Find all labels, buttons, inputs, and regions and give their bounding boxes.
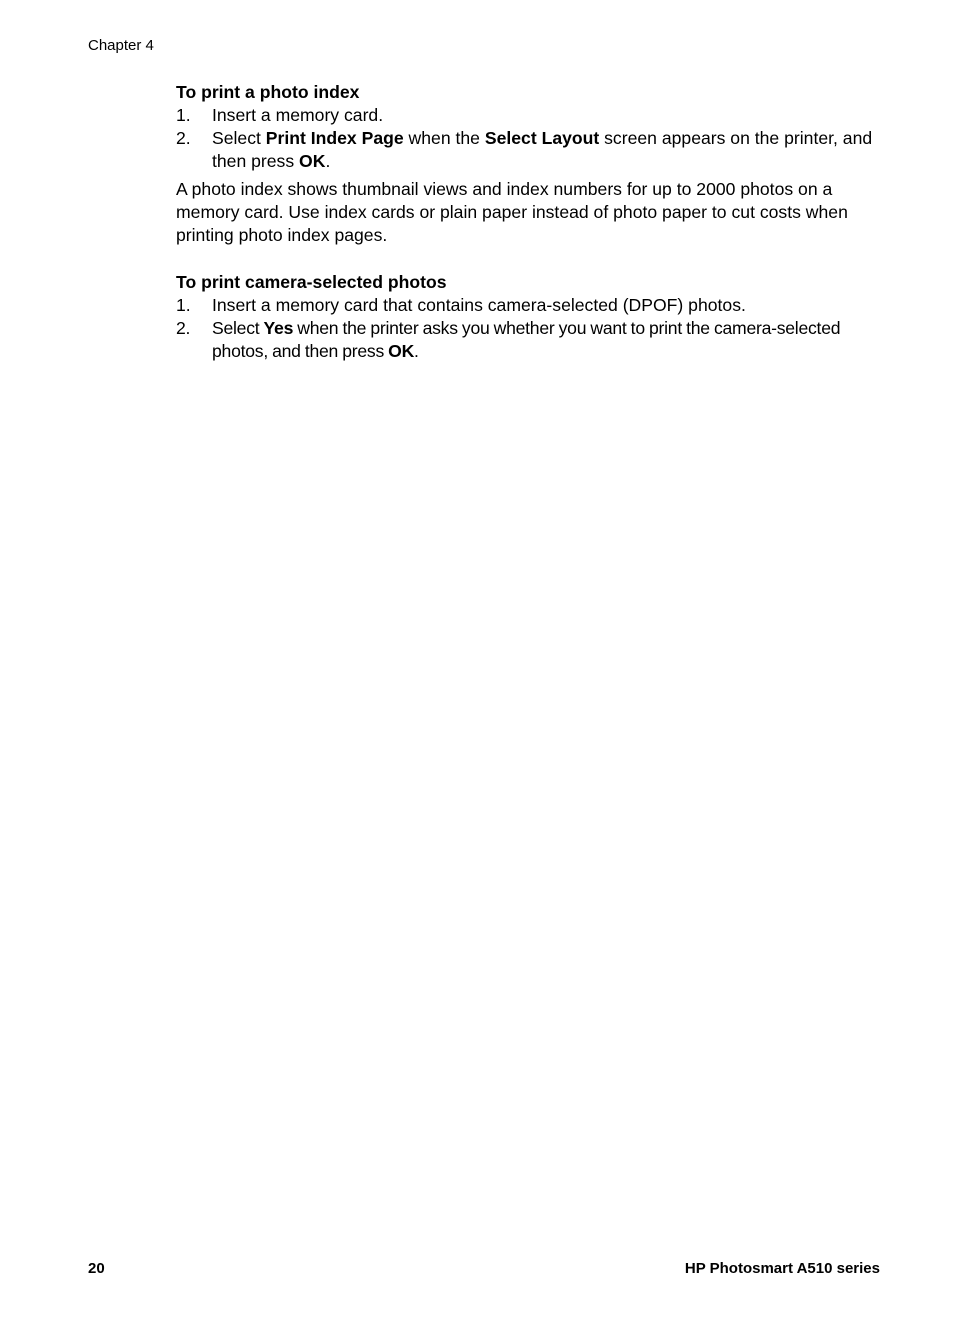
step-item: [176, 127, 888, 173]
step-text-part: Select: [212, 128, 266, 148]
running-head-chapter: Chapter 4: [88, 37, 154, 54]
steps-camera-selected: [176, 294, 888, 363]
step-item: [176, 294, 888, 317]
heading-print-camera-selected: To print camera-selected photos: [176, 272, 447, 292]
step-text: Insert a memory card.: [212, 105, 384, 125]
step-text-part: when the: [403, 128, 485, 148]
ui-term-yes: Yes: [263, 318, 294, 338]
step-text-part: when the printer asks you whether you want to print the camera-selected photos, and then press: [212, 318, 841, 361]
footer-page-number: 20: [88, 1260, 105, 1277]
footer-product-name: HP Photosmart A510 series: [684, 1260, 880, 1277]
steps-photo-index: [176, 104, 888, 173]
ui-term-ok: OK: [299, 151, 326, 171]
page-content: [176, 81, 888, 363]
step-text: Insert a memory card that contains camera-selected (DPOF) photos.: [212, 295, 746, 315]
step-number: 1.: [176, 105, 191, 125]
step-text-part: screen appears on the printer, and then press: [212, 128, 873, 171]
step-text-part: .: [414, 341, 419, 361]
ui-term-print-index-page: Print Index Page: [265, 128, 404, 148]
step-number: 1.: [176, 295, 191, 315]
body-paragraph-photo-index: A photo index shows thumbnail views and index numbers for up to 2000 photos on a memory card. Use index cards or plain paper instead of photo paper to cut costs when printing photo index pages.: [176, 179, 848, 245]
step-text-part: Select: [212, 318, 264, 338]
heading-print-photo-index: To print a photo index: [176, 82, 360, 102]
ui-term-select-layout: Select Layout: [484, 128, 600, 148]
step-item: [176, 104, 888, 127]
step-item: [176, 317, 888, 363]
step-number: 2.: [176, 318, 191, 338]
ui-term-ok: OK: [388, 341, 415, 361]
step-number: 2.: [176, 128, 191, 148]
step-text-part: .: [325, 151, 331, 171]
